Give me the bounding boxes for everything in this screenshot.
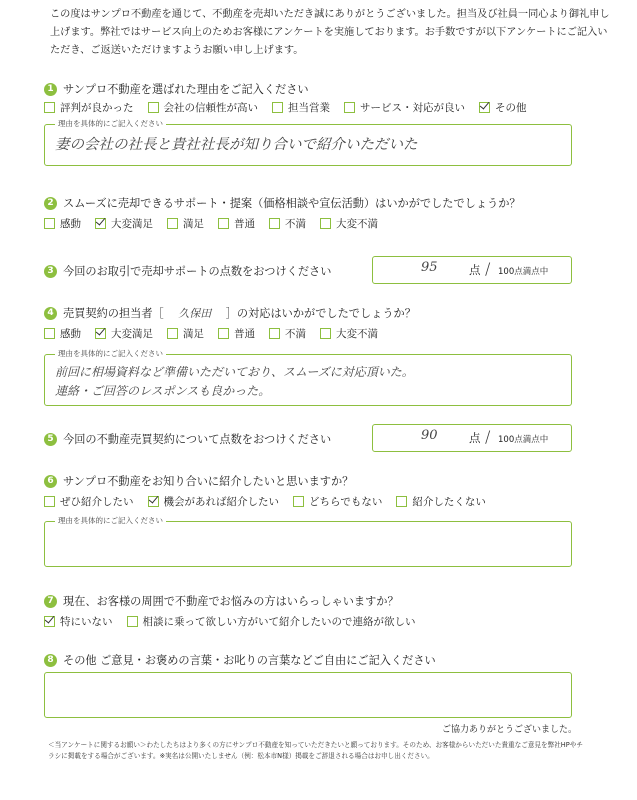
q1-option-4[interactable]	[479, 100, 527, 115]
staff-name: 久保田	[178, 307, 212, 320]
q2-option-5[interactable]	[320, 216, 378, 231]
q4-options	[44, 326, 392, 341]
q6-option-1[interactable]	[148, 494, 280, 509]
q3-score-value: 95	[421, 260, 438, 275]
q1-option-2[interactable]	[272, 100, 330, 115]
question-8	[44, 652, 436, 668]
option-label: ぜひ紹介したい	[60, 496, 134, 508]
question-4	[44, 305, 416, 321]
question-text: 今回の不動産売買契約について点数をおつけください	[63, 433, 332, 446]
q4-option-4[interactable]	[269, 326, 306, 341]
q8-comment-box[interactable]	[44, 672, 572, 718]
question-text: サンプロ不動産を選ばれた理由をご記入ください	[63, 83, 309, 96]
question-number: 3	[44, 265, 57, 278]
question-5	[44, 431, 331, 447]
checkbox-checked-icon[interactable]	[479, 102, 490, 113]
checkbox-icon[interactable]	[44, 328, 55, 339]
q1-reason-box[interactable]	[44, 119, 572, 166]
checkbox-icon[interactable]	[218, 328, 229, 339]
option-label: 担当営業	[288, 102, 330, 114]
option-label: 機会があれば紹介したい	[163, 496, 279, 508]
q1-option-1[interactable]	[148, 100, 259, 115]
checkbox-icon[interactable]	[269, 328, 280, 339]
q6-reason-box[interactable]	[44, 516, 572, 567]
intro-text: この度はサンプロ不動産を通じて、不動産を売却いただき誠にありがとうございました。担当及び社員一同心より御礼申し上げます。弊社ではサービス向上のためお客様にアンケートを実施しております。お手数ですが以下アンケートにご記入いただき、ご返送いただけますようお願い申し上げます。	[50, 9, 610, 56]
q7-option-1[interactable]	[127, 614, 416, 629]
score-note: 100点満点中	[498, 267, 549, 277]
checkbox-icon[interactable]	[148, 102, 159, 113]
thanks-text: ご協力ありがとうございました。	[441, 725, 577, 735]
option-label: 紹介したくない	[412, 496, 486, 508]
reason-label: 理由を具体的にご記入ください	[55, 348, 166, 360]
option-label: 大変不満	[336, 328, 378, 340]
option-label: サービス・対応が良い	[360, 102, 465, 114]
question-text: スムーズに売却できるサポート・提案（価格相談や宣伝活動）はいかがでしたでしょうか？	[63, 197, 521, 210]
checkbox-icon[interactable]	[167, 218, 178, 229]
checkbox-icon[interactable]	[272, 102, 283, 113]
question-text: 今回のお取引で売却サポートの点数をおつけください	[63, 265, 332, 278]
option-label: 大変不満	[336, 218, 378, 230]
option-label: 感動	[60, 328, 81, 340]
option-label: 感動	[60, 218, 81, 230]
q6-option-3[interactable]	[396, 494, 486, 509]
checkbox-checked-icon[interactable]	[44, 616, 55, 627]
score-unit: 点	[469, 263, 481, 277]
option-label: 満足	[183, 218, 204, 230]
option-label: 相談に乗って欲しい方がいて紹介したいので連絡が欲しい	[142, 616, 416, 628]
option-label: 大変満足	[111, 218, 153, 230]
q4-option-2[interactable]	[167, 326, 204, 341]
checkbox-checked-icon[interactable]	[148, 496, 159, 507]
question-text-b: ］の対応はいかがでしたでしょうか？	[225, 307, 416, 320]
checkbox-icon[interactable]	[396, 496, 407, 507]
score-slash: /	[485, 259, 491, 278]
option-label: 不満	[285, 218, 306, 230]
checkbox-icon[interactable]	[167, 328, 178, 339]
q2-option-0[interactable]	[44, 216, 81, 231]
q2-option-2[interactable]	[167, 216, 204, 231]
question-2	[44, 195, 521, 211]
q6-option-0[interactable]	[44, 494, 134, 509]
q4-answer-line2: 連絡・ご回答のレスポンスも良かった。	[55, 384, 271, 398]
checkbox-icon[interactable]	[320, 328, 331, 339]
q4-option-1[interactable]	[95, 326, 153, 341]
q2-options	[44, 216, 392, 231]
q5-score-box[interactable]	[372, 424, 572, 452]
option-label: 満足	[183, 328, 204, 340]
q2-option-4[interactable]	[269, 216, 306, 231]
question-number: 1	[44, 83, 57, 96]
q1-options	[44, 100, 541, 115]
q7-options	[44, 614, 430, 629]
q4-option-5[interactable]	[320, 326, 378, 341]
q4-answer-line1: 前回に相場資料など準備いただいており、スムーズに対応頂いた。	[55, 365, 414, 379]
reason-label: 理由を具体的にご記入ください	[55, 118, 166, 130]
question-number: 8	[44, 654, 57, 667]
score-slash: /	[485, 427, 491, 446]
checkbox-checked-icon[interactable]	[95, 328, 106, 339]
q6-options	[44, 494, 500, 509]
score-unit: 点	[469, 431, 481, 445]
option-label: 不満	[285, 328, 306, 340]
reason-label: 理由を具体的にご記入ください	[55, 515, 166, 527]
checkbox-icon[interactable]	[344, 102, 355, 113]
q1-option-3[interactable]	[344, 100, 465, 115]
option-label: どちらでもない	[309, 496, 383, 508]
checkbox-icon[interactable]	[44, 496, 55, 507]
q7-option-0[interactable]	[44, 614, 113, 629]
q1-option-0[interactable]	[44, 100, 134, 115]
checkbox-icon[interactable]	[44, 218, 55, 229]
q6-option-2[interactable]	[293, 494, 382, 509]
footnote-text: ＜当アンケートに関するお願い＞わたしたちはより多くの方にサンプロ不動産を知っていただきたいと願っております。そのため、お客様からいただいた貴重なご意見を弊社HPやチラシに掲載をする場合がございます。※実名は公開いたしません（例：松本市N様）掲載をご辞退される場合はお申し出ください。	[48, 741, 583, 760]
question-1	[44, 81, 309, 97]
option-label: その他	[495, 102, 527, 114]
q2-option-1[interactable]	[95, 216, 153, 231]
q2-option-3[interactable]	[218, 216, 255, 231]
question-number: 6	[44, 475, 57, 488]
checkbox-icon[interactable]	[127, 616, 138, 627]
option-label: 大変満足	[111, 328, 153, 340]
q1-answer: 妻の会社の社長と貴社社長が知り合いで紹介いただいた	[55, 137, 418, 153]
question-text: 現在、お客様の周囲で不動産でお悩みの方はいらっしゃいますか？	[63, 595, 399, 608]
question-text-a: 売買契約の担当者［	[63, 307, 164, 320]
question-number: 7	[44, 595, 57, 608]
question-number: 2	[44, 197, 57, 210]
q4-option-0[interactable]	[44, 326, 81, 341]
q4-reason-box[interactable]	[44, 349, 572, 406]
question-number: 5	[44, 433, 57, 446]
option-label: 特にいない	[60, 616, 113, 628]
option-label: 会社の信頼性が高い	[163, 102, 258, 114]
option-label: 評判が良かった	[60, 102, 134, 114]
q4-option-3[interactable]	[218, 326, 255, 341]
question-number: 4	[44, 307, 57, 320]
question-text: その他 ご意見・お褒めの言葉・お叱りの言葉などご自由にご記入ください	[63, 654, 436, 667]
score-note: 100点満点中	[498, 435, 549, 445]
option-label: 普通	[234, 328, 255, 340]
checkbox-icon[interactable]	[320, 218, 331, 229]
q5-score-value: 90	[421, 428, 438, 443]
question-6	[44, 473, 353, 489]
checkbox-icon[interactable]	[293, 496, 304, 507]
question-3	[44, 263, 331, 279]
checkbox-icon[interactable]	[269, 218, 280, 229]
checkbox-icon[interactable]	[44, 102, 55, 113]
checkbox-icon[interactable]	[218, 218, 229, 229]
option-label: 普通	[234, 218, 255, 230]
question-text: サンプロ不動産をお知り合いに紹介したいと思いますか？	[63, 475, 354, 488]
checkbox-checked-icon[interactable]	[95, 218, 106, 229]
question-7	[44, 593, 399, 609]
q3-score-box[interactable]	[372, 256, 572, 284]
